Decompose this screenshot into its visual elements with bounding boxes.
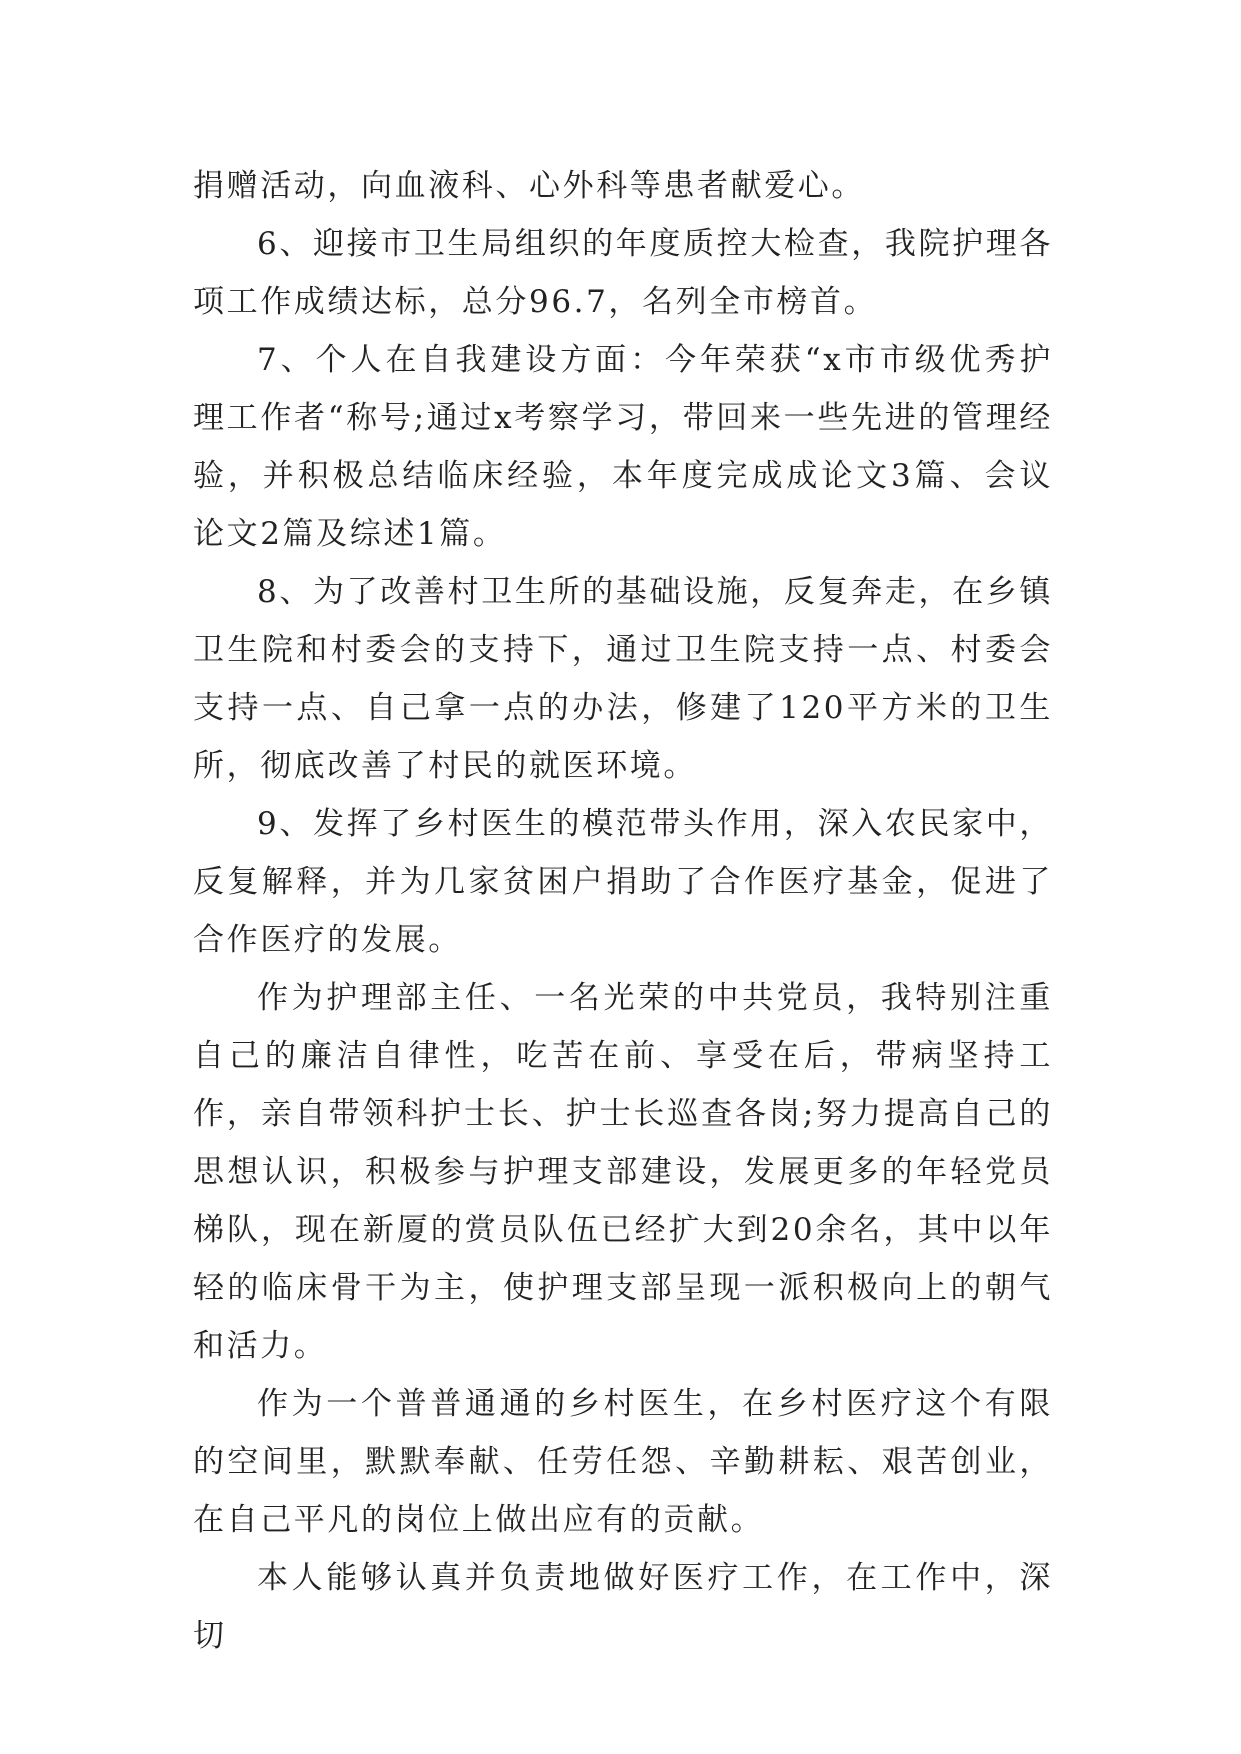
paragraph-item-6: 6、迎接市卫生局组织的年度质控大检查，我院护理各项工作成绩达标，总分96.7，名列全市榜首。 [193, 226, 1053, 320]
paragraph-medical-work: 本人能够认真并负责地做好医疗工作，在工作中，深切 [193, 1560, 1053, 1654]
paragraph-item-7: 7、个人在自我建设方面：今年荣获“x市市级优秀护理工作者“称号;通过x考察学习，带回来一些先进的管理经验，并积极总结临床经验，本年度完成成论文3篇、会议论文2篇及综述1篇。 [193, 342, 1053, 552]
paragraph-continuation: 捐赠活动，向血液科、心外科等患者献爱心。 [193, 168, 865, 204]
paragraph-rural-doctor: 作为一个普普通通的乡村医生，在乡村医疗这个有限的空间里，默默奉献、任劳任怨、辛勤耕耘、艰苦创业，在自己平凡的岗位上做出应有的贡献。 [193, 1386, 1053, 1538]
paragraph-item-9: 9、发挥了乡村医生的模范带头作用，深入农民家中，反复解释，并为几家贫困户捐助了合作医疗基金，促进了合作医疗的发展。 [193, 806, 1053, 958]
paragraph-party-member: 作为护理部主任、一名光荣的中共党员，我特别注重自己的廉洁自律性，吃苦在前、享受在后，带病坚持工作，亲自带领科护士长、护士长巡查各岗;努力提高自己的思想认识，积极参与护理支部建设，发展更多的年轻党员梯队，现在新厦的赏员队伍已经扩大到20余名，其中以年轻的临床骨干为主，使护理支部呈现一派积极向上的朝气和活力。 [193, 980, 1053, 1364]
document-body [193, 157, 1053, 1665]
paragraph-item-8: 8、为了改善村卫生所的基础设施，反复奔走，在乡镇卫生院和村委会的支持下，通过卫生院支持一点、村委会支持一点、自己拿一点的办法，修建了120平方米的卫生所，彻底改善了村民的就医环境。 [193, 574, 1053, 784]
